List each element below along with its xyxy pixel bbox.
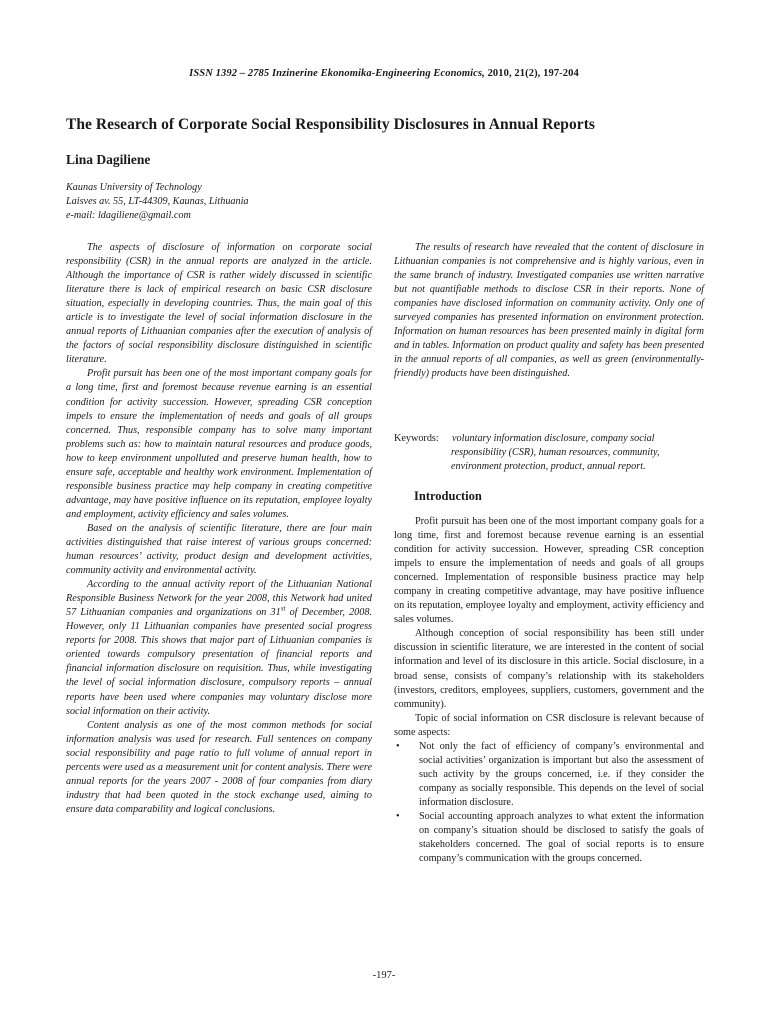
bullet-icon: •	[396, 740, 400, 752]
abstract-left-column	[66, 241, 372, 817]
introduction-body	[394, 515, 704, 866]
abstract-paragraph: The results of research have revealed that the content of disclosure in Lithuanian companies is not comprehensive and is highly various, even in the same branch of industry. Investigated companies use written narrative but not quantifiable methods to disclose CSR in their reports. None of companies have disclosed information on community activity. Only one of surveyed companies has presented information on environment protection. Information on human resources has been presented mainly in digital form and in tables. Information on product quality and safety has been presented in the annual reports of all companies, as well as green (environmentally-friendly) products have been distinguished.	[394, 242, 704, 380]
keywords-line: environment protection, product, annual report.	[451, 461, 646, 472]
affiliation-address: Laisves av. 55, LT-44309, Kaunas, Lithuania	[66, 196, 249, 207]
section-heading-introduction: Introduction	[414, 489, 482, 503]
abstract-paragraph: Content analysis as one of the most common methods for social information analysis was used for research. Full sentences on company social responsibility and page ratio to full volume of annual report in percents were used as a measurement unit for content analysis. There were annual reports for the years 2007 - 2008 of four companies from diary industry that had been quoted in the stock exchange used, aiming to ensure data comparability and logical conclusions.	[66, 719, 372, 815]
journal-header	[0, 68, 768, 79]
author-name: Lina Dagiliene	[66, 152, 151, 167]
list-item	[394, 740, 704, 810]
ordinal-superscript: st	[280, 604, 286, 613]
abstract-text: of December, 2008. However, only 11 Lithuanian companies have presented social progress reports for 2008. This shows that major part of Lithuanian companies is oriented towards compulsory presentation of financial reports and financial information disclosure on requisition. Thus, while investigating the level of social information disclosure, compulsory reports – annual reports have been used where companies may voluntary disclose more social information on their activity.	[66, 607, 372, 717]
keywords-label: Keywords:	[394, 433, 439, 444]
journal-header-citation: ISSN 1392 – 2785 Inzinerine Ekonomika-Engineering Economics,	[189, 68, 485, 79]
affiliation-email: e-mail: ldagiliene@gmail.com	[66, 210, 191, 221]
abstract-right-column	[394, 241, 704, 381]
keywords-block	[394, 432, 706, 474]
page-number: -197-	[372, 970, 396, 981]
affiliation-institution: Kaunas University of Technology	[66, 182, 202, 193]
abstract-text: According to the annual activity report of the Lithuanian National Responsible Business Network for the year 2008, this Network had united 57 Lithuanian companies and organizations on 31	[66, 579, 372, 619]
article-title: The Research of Corporate Social Responsibility Disclosures in Annual Reports	[66, 116, 596, 133]
abstract-paragraph: The aspects of disclosure of information on corporate social responsibility (CSR) in the annual reports are analyzed in the article. Although the importance of CSR is rather widely discussed in scientific literature there is lack of empirical research on basic CSR disclosure situation, especially in developing countries. Thus, the main goal of this article is to investigate the level of social information disclosure in the annual reports of Lithuanian companies after the execution of analysis of the factors of social responsibility disclosure distinguished in scientific literature.	[66, 242, 372, 366]
body-paragraph: Profit pursuit has been one of the most important company goals for a long time, first and foremost because revenue earning is an essential condition for activity succession. However, spreading CSR conception impels to ensure the implementation of needs and goals of all groups concerned. Implementation of responsible business practice may help company in creating competitive advantage, may have positive influence on its reputation, employee loyalty and employment, activity efficiency and sales volumes.	[394, 516, 704, 626]
journal-header-volume: 2010, 21(2), 197-204	[484, 68, 579, 79]
body-paragraph: Topic of social information on CSR disclosure is relevant because of some aspects:	[394, 712, 704, 738]
keywords-line: responsibility (CSR), human resources, community,	[451, 447, 660, 458]
keywords-line: voluntary information disclosure, company social	[452, 433, 655, 444]
abstract-paragraph: Based on the analysis of scientific literature, there are four main activities distinguished that raise interest of various groups concerned: human resources’ activity, product design and development activities, community activity and environmental activity.	[66, 522, 372, 577]
author-affiliation	[66, 181, 249, 223]
body-paragraph: Although conception of social responsibility has been still under discussion in scientific literature, we are interested in the content of social information and level of its disclosure in this article. Social disclosure, in a broad sense, consists of company’s relationship with its stakeholders (investors, creditors, employees, suppliers, customers, government and the community).	[394, 628, 704, 710]
list-item-text: Not only the fact of efficiency of company’s environmental and social activities’ organization is important but also the assessment of such activity by the groups concerned, i.e. if they consider the company as socially responsible. This depends on the level of social information disclosure.	[419, 740, 704, 808]
list-item-text: Social accounting approach analyzes to what extent the information on company’s situation should be disclosed to satisfy the goals of stakeholders concerned. The goal of social reports is to ensure company’s communication with the groups concerned.	[419, 810, 704, 865]
bullet-icon: •	[396, 810, 400, 822]
abstract-paragraph	[66, 578, 372, 718]
list-item	[394, 810, 704, 866]
aspects-list	[394, 740, 704, 866]
abstract-paragraph: Profit pursuit has been one of the most important company goals for a long time, first and foremost because revenue earning is an essential condition for activity succession. However, spreading CSR conception impels to ensure the implementation of needs and goals of all groups concerned. Thus, responsible company has to solve many important problems such as: how to maintain natural resources and produce goods, how to keep environment unpolluted and preserve human health, how to ensure safe, acceptable and healthy work environment. Implementation of responsible business practice may help company in creating competitive advantage, may have positive influence on its reputation, employee loyalty and employment, activity efficiency and sales volumes.	[66, 368, 372, 520]
